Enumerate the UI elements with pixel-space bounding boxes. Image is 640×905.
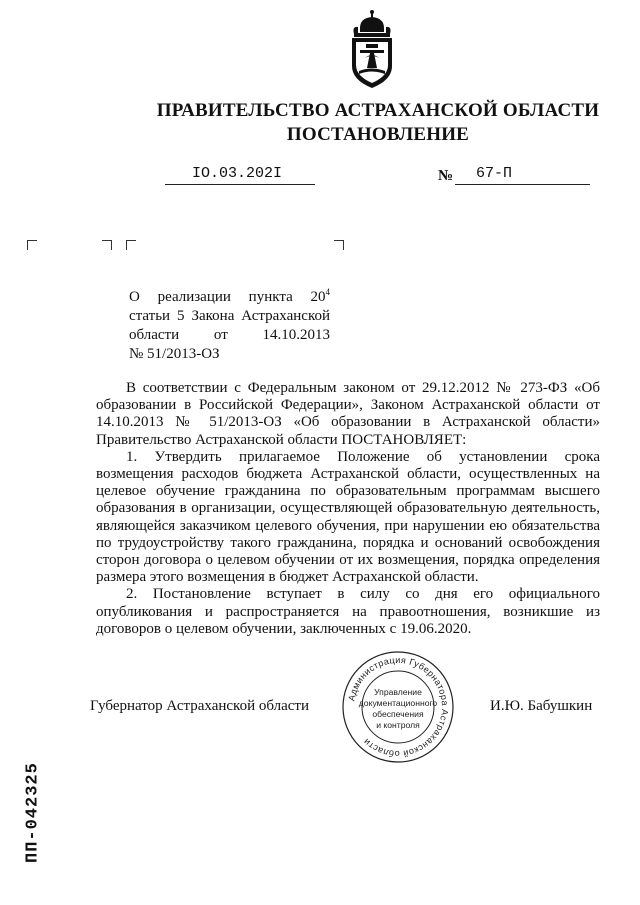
- preamble-paragraph: В соответствии с Федеральным законом от 29.12.2012 № 273-ФЗ «Об образовании в Российской Федерации», Законом Астраханской области от 14.10.2013 № 51/2013-ОЗ «Об образовании в Астраханской области» Правительство Астраханской области ПОСТАНОВЛЯЕТ:: [96, 380, 600, 448]
- subject-superscript: 4: [325, 287, 330, 297]
- svg-text:и контроля: и контроля: [376, 720, 420, 730]
- subject-text: статьи 5 Закона Астраханской области от 14.10.2013: [129, 308, 330, 343]
- document-subject: [129, 283, 330, 364]
- serial-number: ПП-042325: [23, 762, 43, 863]
- document-body: [96, 380, 600, 638]
- number-sign: №: [438, 168, 454, 184]
- document-date: IO.03.202I: [192, 165, 283, 182]
- svg-text:Управление: Управление: [374, 687, 422, 697]
- corner-mark: [126, 240, 136, 250]
- paragraph-item-1: 1. Утвердить прилагаемое Положение об установлении срока возмещения расходов бюджета Астраханской области, осуществленных на целевое обучение гражданина по образовательным программам высшего образования в организации, осуществляющей образовательную деятельность, являющейся заказчиком целевого обучения, при нарушении ею обязательства по трудоустройству такого гражданина, порядка и оснований освобождения сторон договора о целевом обучении от их возмещения, порядка определения размера этого возмещения в бюджет Астраханской области.: [96, 448, 600, 586]
- svg-text:Администрация Губернатора Астр: Администрация Губернатора Астраханской области: [346, 654, 451, 760]
- subject-text: № 51/2013-ОЗ: [129, 346, 220, 362]
- document-authority: ПРАВИТЕЛЬСТВО АСТРАХАНСКОЙ ОБЛАСТИ: [156, 100, 600, 121]
- svg-text:документационного: документационного: [358, 698, 438, 708]
- corner-mark: [334, 240, 344, 250]
- svg-text:обеспечения: обеспечения: [372, 709, 424, 719]
- signer-name: И.Ю. Бабушкин: [490, 698, 593, 714]
- document-type: ПОСТАНОВЛЕНИЕ: [286, 124, 470, 145]
- coat-of-arms-icon: [346, 8, 398, 92]
- document-number: 67-П: [476, 165, 513, 182]
- signer-title: Губернатор Астраханской области: [90, 698, 310, 714]
- paragraph-item-2: 2. Постановление вступает в силу со дня его официального опубликования и распространяется на правоотношения, возникшие из договоров о целевом обучении, заключенных с 19.06.2020.: [96, 586, 600, 637]
- subject-text: О реализации пункта 20: [129, 289, 326, 305]
- official-stamp: [341, 650, 455, 764]
- corner-mark: [102, 240, 112, 250]
- corner-mark: [27, 240, 37, 250]
